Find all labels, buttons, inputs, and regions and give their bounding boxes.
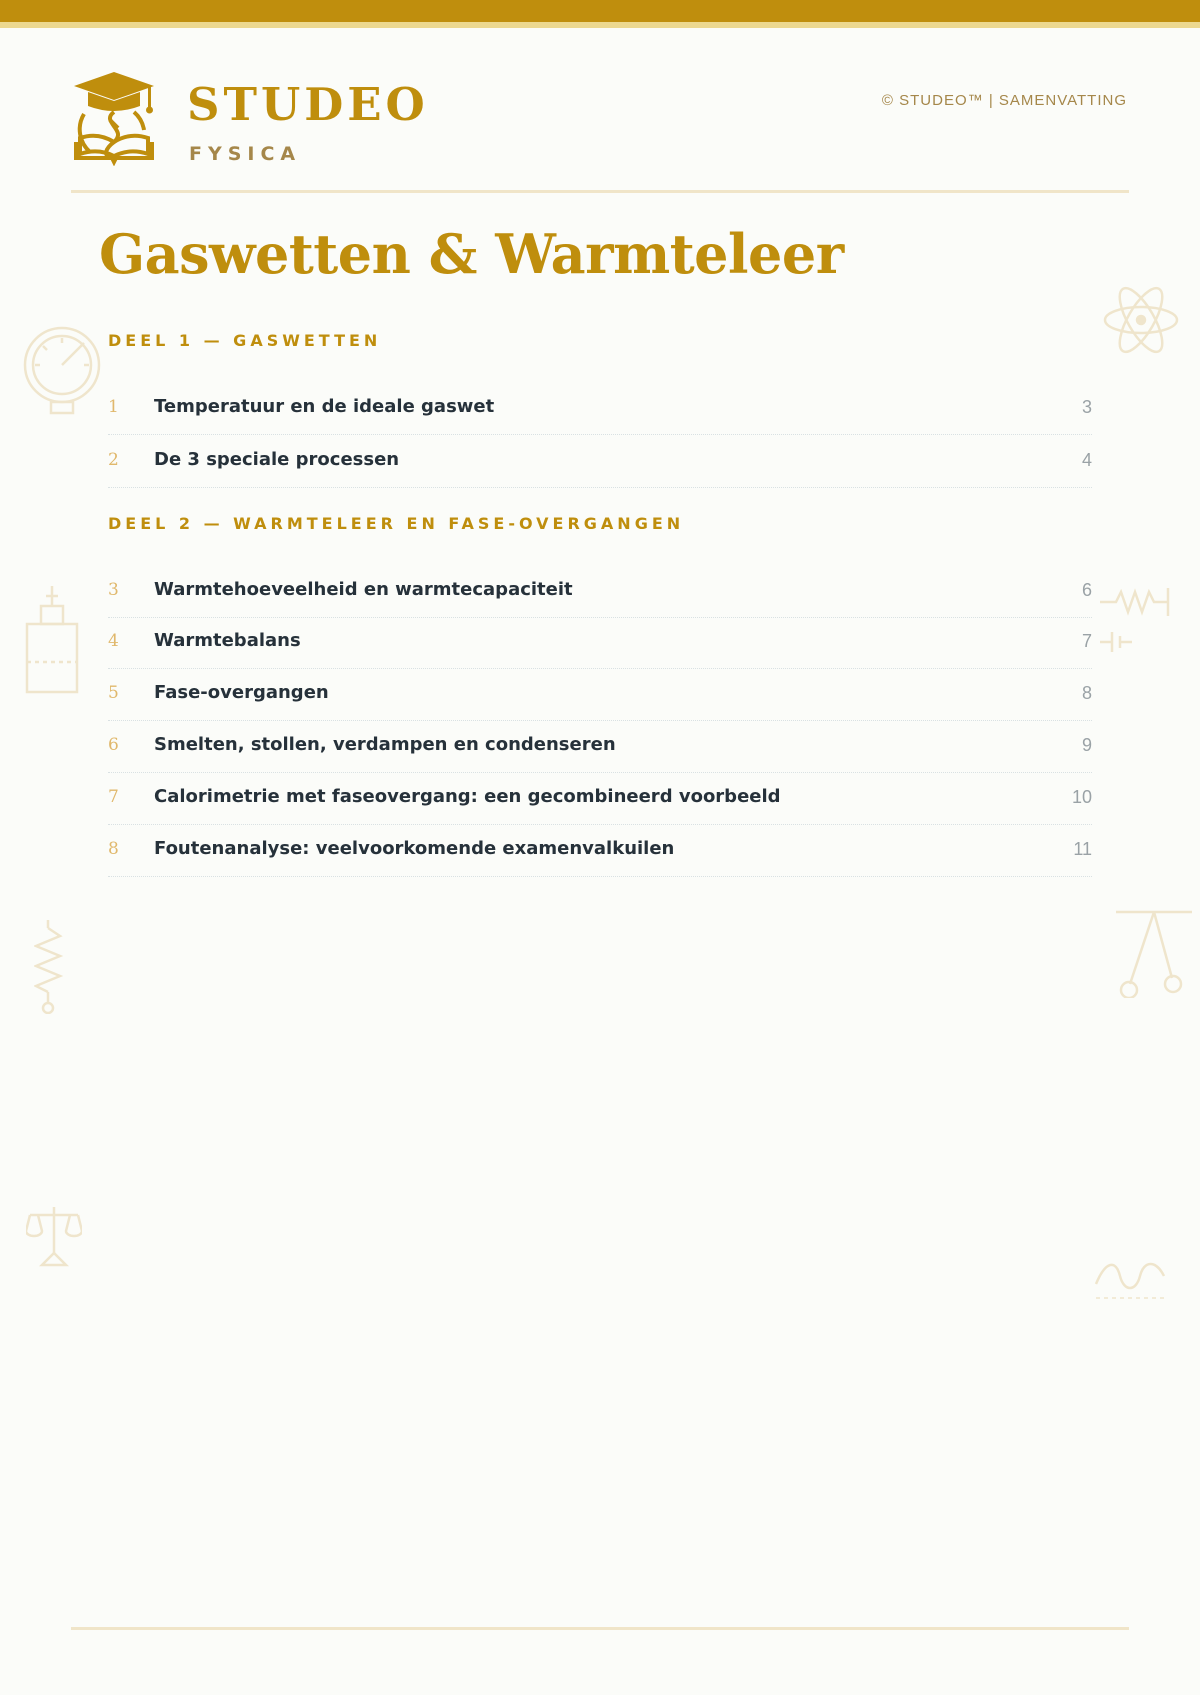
toc-item-page: 7 (1081, 631, 1092, 651)
resistor-circuit-icon (1098, 584, 1170, 656)
toc-item-page: 11 (1073, 839, 1092, 859)
toc-item[interactable] (108, 775, 1092, 825)
toc-item-number: 3 (108, 580, 119, 600)
toc-item-label: De 3 speciale processen (154, 449, 400, 470)
section-heading: DEEL 1 — GASWETTEN (108, 331, 382, 350)
header-divider (71, 190, 1129, 193)
toc-item-page: 9 (1081, 735, 1092, 755)
toc-item-page: 4 (1081, 450, 1092, 470)
top-accent-bar (0, 0, 1200, 22)
toc-item-page: 6 (1081, 580, 1092, 600)
toc-item-page: 8 (1081, 683, 1092, 703)
sine-wave-icon (1094, 1260, 1166, 1300)
atom-icon (1102, 284, 1180, 356)
toc-item-label: Temperatuur en de ideale gaswet (154, 396, 495, 417)
toc-item[interactable] (108, 385, 1092, 435)
pendulum-icon (1114, 908, 1194, 998)
toc-item[interactable] (108, 568, 1092, 618)
footer-divider (71, 1627, 1129, 1630)
page-title: Gaswetten & Warmteleer (99, 222, 844, 286)
toc-item-number: 4 (108, 631, 119, 651)
toc-item-page: 3 (1081, 397, 1092, 417)
toc-item-number: 7 (108, 787, 119, 807)
toc-item-number: 5 (108, 683, 119, 703)
toc-item-number: 1 (108, 397, 119, 417)
section-heading: DEEL 2 — WARMTELEER EN FASE-OVERGANGEN (108, 514, 685, 533)
toc-item-label: Warmtebalans (154, 630, 301, 651)
toc-item-number: 8 (108, 839, 119, 859)
toc-item-label: Foutenanalyse: veelvoorkomende examenvalkuilen (154, 838, 675, 859)
toc-item[interactable] (108, 619, 1092, 669)
toc-item-label: Smelten, stollen, verdampen en condenseren (154, 734, 616, 755)
toc-item-page: 10 (1071, 787, 1092, 807)
toc-item-label: Warmtehoeveelheid en warmtecapaciteit (154, 579, 573, 600)
brand-subject: FYSICA (189, 143, 302, 165)
spring-icon (34, 918, 64, 1014)
toc-item[interactable] (108, 438, 1092, 488)
header-copyright: © STUDEO™ | SAMENVATTING (881, 92, 1127, 109)
toc-item-number: 2 (108, 450, 119, 470)
toc-item[interactable] (108, 723, 1092, 773)
top-accent-stripe (0, 22, 1200, 28)
balance-scale-icon (26, 1205, 82, 1267)
graduation-cap-book-logo (70, 70, 158, 166)
toc-item-number: 6 (108, 735, 119, 755)
pressure-gauge-icon (22, 325, 102, 417)
toc-item[interactable] (108, 671, 1092, 721)
toc-item[interactable] (108, 827, 1092, 877)
gas-cylinder-icon (24, 584, 80, 696)
toc-item-label: Fase-overgangen (154, 682, 329, 703)
toc-item-label: Calorimetrie met faseovergang: een gecombineerd voorbeeld (154, 786, 781, 807)
brand-name: STUDEO (187, 78, 429, 131)
